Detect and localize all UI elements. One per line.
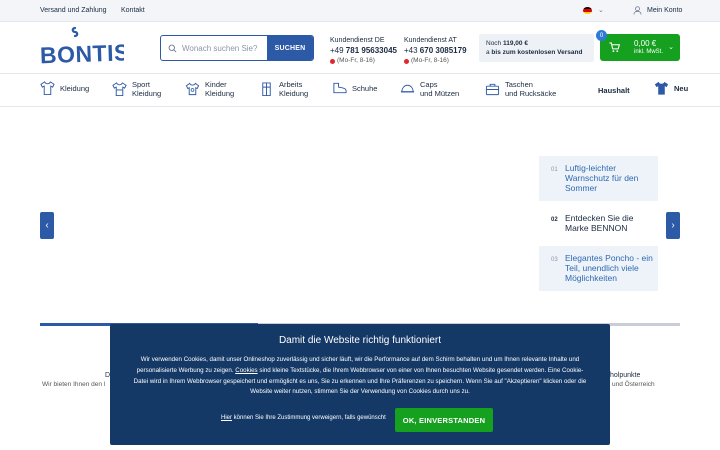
search-icon bbox=[168, 44, 177, 53]
nav-haushalt[interactable] bbox=[598, 86, 630, 95]
nav-label bbox=[132, 80, 161, 98]
phone-number: 781 95633045 bbox=[345, 46, 397, 55]
shopping-cart-icon bbox=[609, 42, 620, 53]
search-input[interactable] bbox=[161, 36, 267, 60]
nav-caps-muetzen[interactable] bbox=[400, 80, 459, 98]
cap-icon bbox=[400, 81, 415, 97]
slide-title: Elegantes Poncho - ein Teil, unendlich viele Möglichkeiten bbox=[565, 253, 653, 283]
freeship-pre: Noch bbox=[486, 40, 503, 47]
phone-prefix: +49 bbox=[330, 46, 346, 55]
free-shipping-info bbox=[479, 34, 594, 62]
status-dot-icon bbox=[330, 59, 335, 64]
nav-label bbox=[420, 80, 459, 98]
cookie-deny-link[interactable]: Hier bbox=[221, 415, 233, 421]
bontis-logo[interactable] bbox=[38, 26, 124, 70]
nav-label bbox=[352, 84, 377, 93]
nav-label-line1: Taschen bbox=[505, 80, 533, 89]
cart-tax-note: inkl. MwSt. bbox=[634, 49, 664, 55]
cart-count-badge: 0 bbox=[596, 30, 607, 41]
slide-number: 02 bbox=[551, 217, 558, 223]
user-icon bbox=[633, 6, 642, 15]
nav-label-line1: Kleidung bbox=[60, 83, 90, 93]
slide-title: Entdecken Sie die Marke BENNON bbox=[565, 213, 634, 233]
nav-schuhe[interactable] bbox=[332, 80, 377, 96]
nav-label-line2: und Mützen bbox=[420, 89, 460, 98]
nav-label bbox=[598, 86, 630, 95]
service-phone[interactable] bbox=[330, 46, 397, 56]
hours-text: (Mo-Fr, 8-16) bbox=[411, 57, 449, 64]
nav-label-line1: Schuhe bbox=[352, 83, 378, 93]
shirt-icon bbox=[40, 80, 55, 96]
language-chevron-down-icon[interactable]: ⌄ bbox=[598, 7, 604, 14]
service-hours bbox=[330, 56, 397, 66]
service-phone[interactable] bbox=[404, 46, 467, 56]
nav-label-line1: Neu bbox=[674, 83, 689, 93]
nav-arbeits-kleidung[interactable] bbox=[259, 80, 308, 98]
freeship-pre2: a bbox=[486, 49, 492, 56]
shoe-icon bbox=[332, 80, 347, 96]
slide-title: Luftig-leichter Warnschutz für den Sommer bbox=[565, 163, 639, 193]
nav-label bbox=[505, 80, 556, 98]
nav-label-line1: Arbeits bbox=[279, 80, 303, 89]
cookies-link[interactable]: Cookies bbox=[235, 366, 258, 374]
account-label: Mein Konto bbox=[647, 7, 683, 14]
germany-flag-icon[interactable] bbox=[583, 7, 592, 14]
phone-prefix: +43 bbox=[404, 46, 420, 55]
cookie-deny-text: können Sie Ihre Zustimmung verweigern, falls gewünscht bbox=[232, 415, 386, 421]
feature-title-left: D bbox=[105, 372, 111, 379]
top-bar bbox=[0, 0, 720, 22]
cookie-text-part1: Wir verwenden Cookies, damit unser Onlineshop zuverlässig und sicher läuft, wir die Performance auf dem Schirm behalten und um Ihnen relevante Inhalte und personalisierte Werbung zu zeigen. bbox=[136, 356, 580, 374]
phone-number: 670 3085179 bbox=[419, 46, 467, 55]
nav-taschen-rucksaecke[interactable] bbox=[485, 80, 556, 98]
freeship-line2 bbox=[486, 48, 594, 57]
search-placeholder: Wonach suchen Sie? bbox=[182, 43, 258, 53]
cookie-title: Damit die Website richtig funktioniert bbox=[278, 335, 442, 346]
cart-amount: 0,00 € bbox=[634, 39, 657, 48]
slider-prev-button[interactable] bbox=[40, 212, 54, 239]
flag-stripe bbox=[583, 12, 592, 14]
nav-kinder-kleidung[interactable] bbox=[185, 80, 234, 98]
feature-sub-right: und Österreich bbox=[612, 381, 655, 388]
chevron-down-icon: ⌄ bbox=[668, 44, 674, 51]
nav-label-line1: Caps bbox=[420, 80, 438, 89]
slider-next-button[interactable] bbox=[666, 212, 680, 239]
service-hours bbox=[404, 56, 467, 66]
chevron-right-icon: › bbox=[671, 220, 675, 231]
bag-icon bbox=[485, 81, 500, 97]
cookie-accept-button[interactable]: OK, EINVERSTANDEN bbox=[395, 408, 493, 432]
slide-tab-1[interactable] bbox=[539, 156, 658, 201]
nav-label-line1: Sport bbox=[132, 80, 150, 89]
service-label: Kundendienst AT bbox=[404, 37, 457, 44]
nav-label-line2: Kleidung bbox=[132, 89, 162, 98]
chevron-left-icon: ‹ bbox=[45, 220, 49, 231]
slide-number: 03 bbox=[551, 257, 558, 263]
feature-title-right: holpunkte bbox=[610, 372, 641, 379]
nav-label-line1: Kinder bbox=[205, 80, 227, 89]
slide-tab-3[interactable] bbox=[539, 246, 658, 291]
service-at bbox=[404, 36, 467, 66]
feature-sub-left: Wir bieten Ihnen den l bbox=[42, 381, 106, 388]
service-de bbox=[330, 36, 397, 66]
sport-shirt-icon bbox=[112, 81, 127, 97]
cart-button[interactable] bbox=[600, 34, 680, 61]
freeship-amount: 119,00 € bbox=[502, 40, 528, 47]
logo-text: BONTIS bbox=[39, 39, 124, 69]
contact-link[interactable]: Kontakt bbox=[121, 7, 145, 14]
nav-label-line2: Kleidung bbox=[279, 89, 309, 98]
cookie-text bbox=[130, 355, 590, 398]
nav-label-line2: und Rucksäcke bbox=[505, 89, 557, 98]
cookie-text-part2: sind kleine Textstücke, die Ihrem Webbrowser von einer von Ihnen besuchten Website gesendet werden. Eine Cookie-Datei wird in Ihrem Webbrowser gespeichert und ermöglicht es uns, Sie zu erkennen und Ihre Präferenzen zu speichern. Wenn Sie auf "Akzeptieren" klicken oder die Website weiter nutzen, stimmen Sie der Verwendung von Cookies durch uns zu. bbox=[133, 366, 587, 396]
shipping-payment-link[interactable]: Versand und Zahlung bbox=[40, 7, 107, 14]
search-button[interactable]: SUCHEN bbox=[267, 36, 313, 60]
workwear-icon bbox=[259, 81, 274, 97]
nav-label-line2: Kleidung bbox=[205, 89, 235, 98]
main-navigation bbox=[0, 73, 720, 107]
kids-shirt-icon bbox=[185, 81, 200, 97]
freeship-text: bis zum kostenlosen Versand bbox=[491, 49, 583, 56]
slide-number: 01 bbox=[551, 167, 558, 173]
nav-label bbox=[205, 80, 234, 98]
nav-neu[interactable] bbox=[654, 80, 688, 96]
logo-mark-icon bbox=[38, 26, 124, 70]
slide-tab-2[interactable] bbox=[539, 206, 658, 240]
service-label: Kundendienst DE bbox=[330, 37, 385, 44]
status-dot-icon bbox=[404, 59, 409, 64]
cookie-consent-dialog bbox=[110, 324, 610, 445]
nav-sport-kleidung[interactable] bbox=[112, 80, 161, 98]
nav-label-line1: Haushalt bbox=[598, 86, 630, 95]
cookie-deny-note bbox=[221, 415, 386, 421]
hours-text: (Mo-Fr, 8-16) bbox=[337, 57, 375, 64]
nav-label bbox=[279, 80, 308, 98]
nav-label bbox=[674, 84, 688, 93]
new-shirt-icon bbox=[654, 80, 669, 96]
nav-kleidung[interactable] bbox=[40, 80, 89, 96]
nav-label bbox=[60, 84, 89, 93]
freeship-line1 bbox=[486, 39, 594, 48]
account-link[interactable] bbox=[633, 6, 682, 15]
search-form bbox=[160, 35, 314, 61]
